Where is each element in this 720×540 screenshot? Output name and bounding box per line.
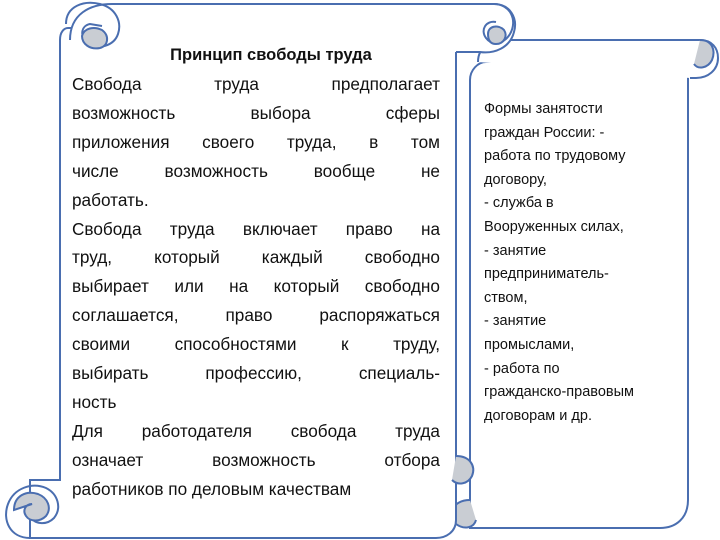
main-scroll-line: числе возможность вообще не <box>72 160 440 181</box>
main-scroll-line: выбирает или на который свободно <box>72 276 440 297</box>
side-scroll-line: - занятие <box>484 313 547 330</box>
side-scroll-line: гражданско-правовым <box>484 384 634 401</box>
side-scroll-line: договору, <box>484 171 547 188</box>
main-scroll-line: ность <box>72 391 117 412</box>
side-scroll-line: - занятие <box>484 242 547 259</box>
side-scroll-line: договорам и др. <box>484 407 592 424</box>
main-scroll-line: означает возможность отбора <box>72 449 440 470</box>
side-scroll-line: ством, <box>484 289 528 306</box>
side-scroll-line: - служба в <box>484 195 554 212</box>
main-scroll-line: соглашается, право распоряжаться <box>72 305 440 326</box>
side-scroll-line: Вооруженных силах, <box>484 218 624 235</box>
side-scroll-line: Формы занятости <box>484 101 603 117</box>
main-scroll-line: Свобода труда включает право на <box>72 218 440 239</box>
side-scroll-line: промыслами, <box>484 336 575 353</box>
main-scroll-line: своими способностями к труду, <box>72 334 440 355</box>
main-scroll-title: Принцип свободы труда <box>170 46 372 64</box>
side-scroll-line: - работа по <box>484 360 560 377</box>
side-scroll-line: работа по трудовому <box>484 148 626 165</box>
main-scroll-text <box>72 40 440 504</box>
side-scroll-line: предприниматель- <box>484 266 609 283</box>
main-scroll-line: приложения своего труда, в том <box>72 131 440 152</box>
main-scroll-line: выбирать профессию, специаль- <box>72 363 440 384</box>
side-scroll-text <box>484 98 684 428</box>
main-scroll-line: Свобода труда предполагает <box>72 74 440 94</box>
main-scroll-line: работать. <box>72 189 149 210</box>
main-scroll-line: труд, который каждый свободно <box>72 247 440 268</box>
main-scroll-line: работников по деловым качествам <box>72 478 352 499</box>
side-scroll-line: граждан России: - <box>484 124 605 141</box>
main-scroll-line: возможность выбора сферы <box>72 102 440 123</box>
main-scroll-line: Для работодателя свобода труда <box>72 420 440 441</box>
